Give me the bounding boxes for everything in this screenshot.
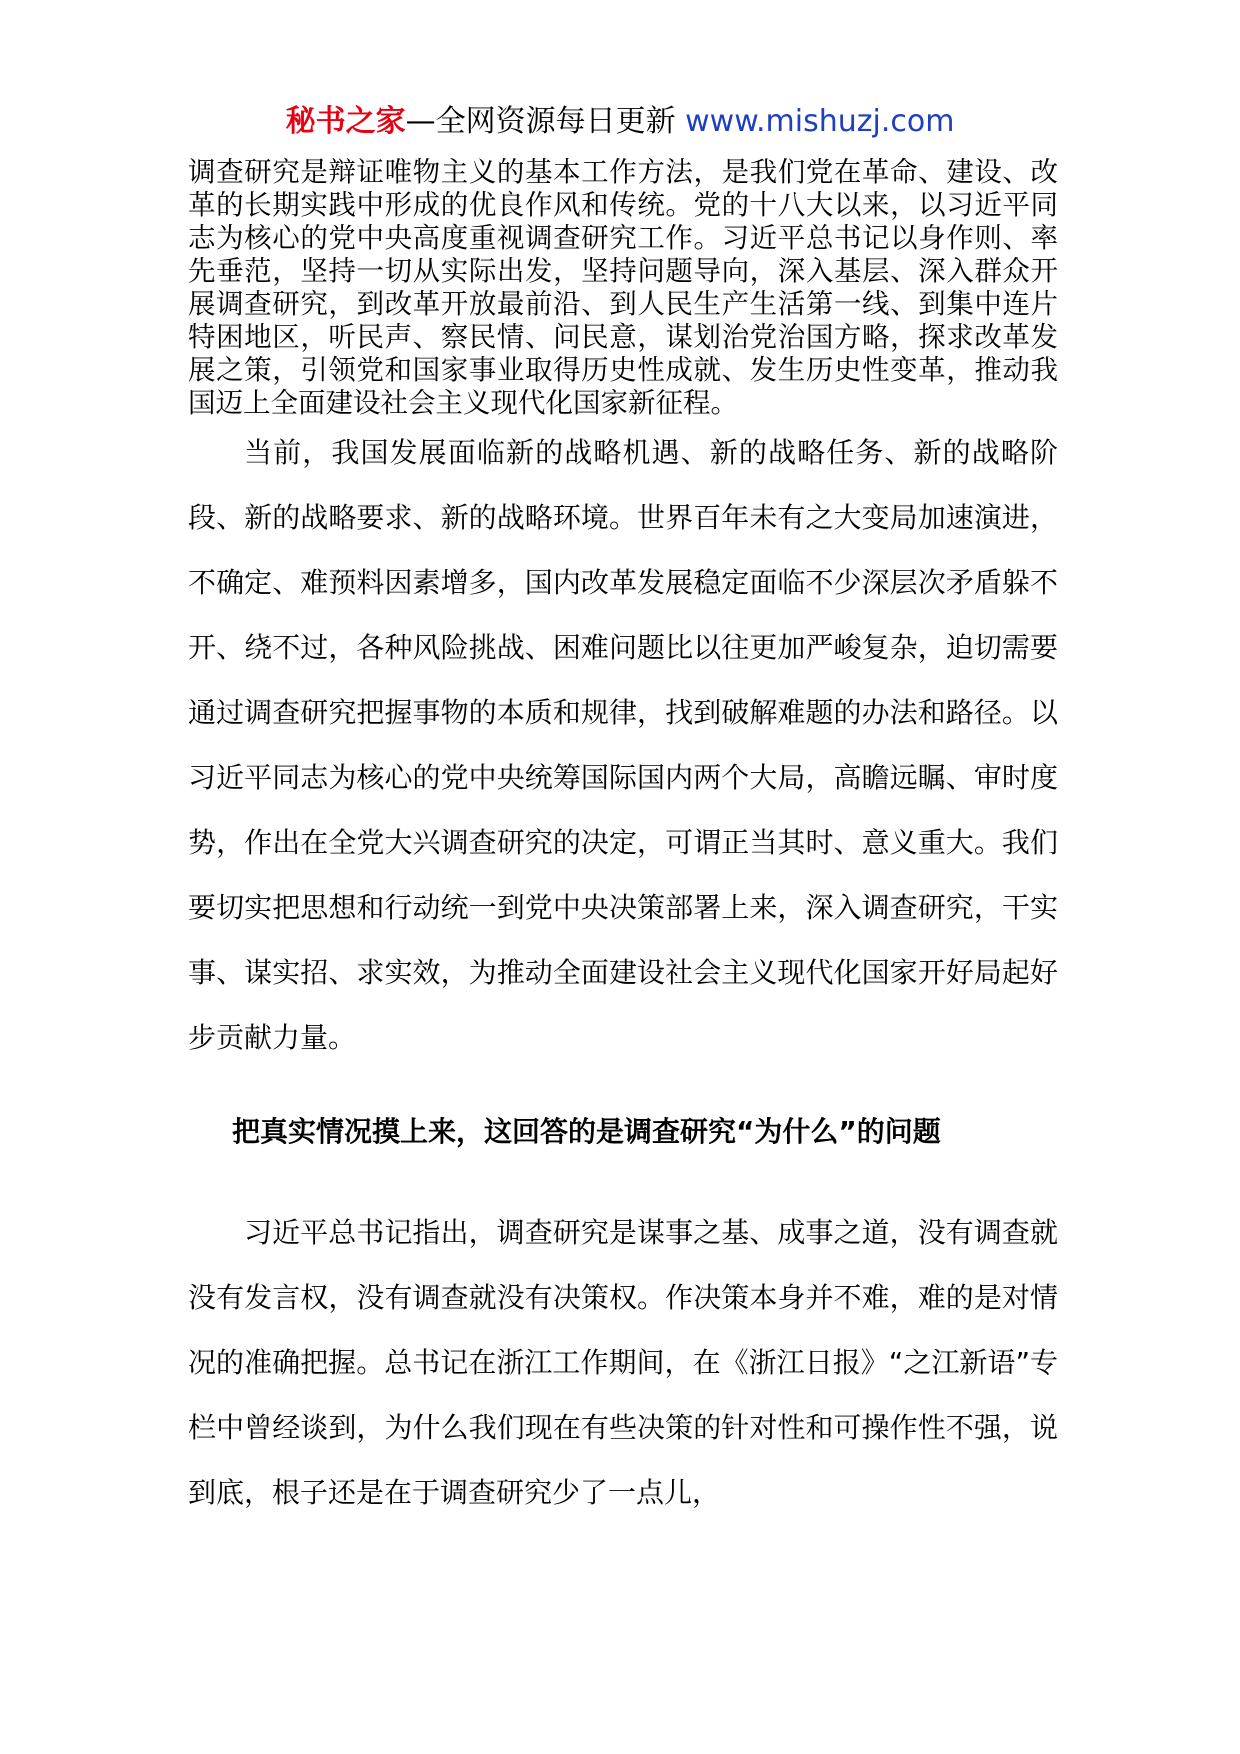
body-paragraph-2: 习近平总书记指出，调查研究是谋事之基、成事之道，没有调查就没有发言权，没有调查就没有决策权。作决策本身并不难，难的是对情况的准确把握。总书记在浙江工作期间，在《浙江日报》“之江新语”专栏中曾经谈到，为什么我们现在有些决策的针对性和可操作性不强，说到底，根子还是在于调查研究少了一点儿， xyxy=(188,1216,1058,1509)
header-tagline: —全网资源每日更新 xyxy=(405,104,686,139)
section-heading: 把真实情况摸上来，这回答的是调查研究“为什么”的问题 xyxy=(232,1115,941,1148)
page-header xyxy=(0,100,1240,144)
body-paragraph-1: 当前，我国发展面临新的战略机遇、新的战略任务、新的战略阶段、新的战略要求、新的战略环境。世界百年未有之大变局加速演进，不确定、难预料因素增多，国内改革发展稳定面临不少深层次矛盾躲不开、绕不过，各种风险挑战、困难问题比以往更加严峻复杂，迫切需要通过调查研究把握事物的本质和规律，找到破解难题的办法和路径。以习近平同志为核心的党中央统筹国际国内两个大局，高瞻远瞩、审时度势，作出在全党大兴调查研究的决定，可谓正当其时、意义重大。我们要切实把思想和行动统一到党中央决策部署上来，深入调查研究，干实事、谋实招、求实效，为推动全面建设社会主义现代化国家开好局起好步贡献力量。 xyxy=(188,436,1058,1054)
intro-paragraph: 调查研究是辩证唯物主义的基本工作方法，是我们党在革命、建设、改革的长期实践中形成的优良作风和传统。党的十八大以来，以习近平同志为核心的党中央高度重视调查研究工作。习近平总书记以身作则、率先垂范，坚持一切从实际出发，坚持问题导向，深入基层、深入群众开展调查研究，到改革开放最前沿、到人民生产生活第一线、到集中连片特困地区，听民声、察民情、问民意，谋划治党治国方略，探求改革发展之策，引领党和国家事业取得历史性成就、发生历史性变革，推动我国迈上全面建设社会主义现代化国家新征程。 xyxy=(188,156,1058,419)
site-url-link[interactable]: www.mishuzj.com xyxy=(685,104,955,139)
brand-name: 秘书之家 xyxy=(285,104,406,139)
